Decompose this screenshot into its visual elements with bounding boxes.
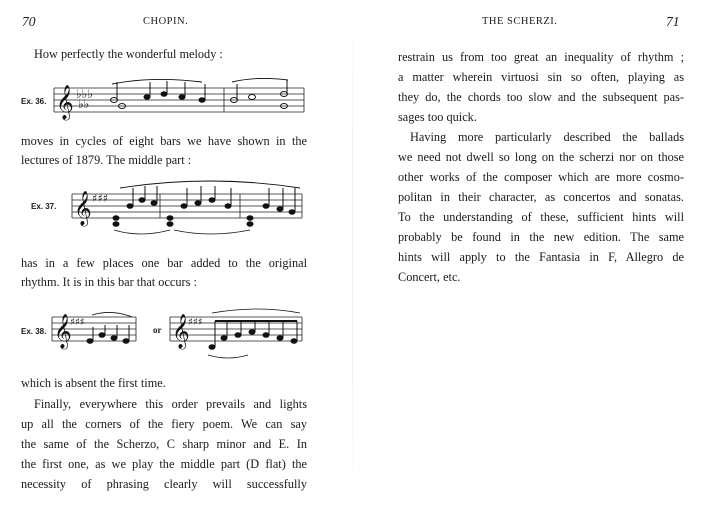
example-label: Ex. 36. [21,97,47,106]
svg-text:♯♯♯: ♯♯♯ [188,317,203,328]
page-number: 71 [666,14,680,29]
text-line: To the understanding of these, sufficient hints will [398,210,684,224]
page-gutter [352,0,353,512]
text-line: the first one, as we play the middle part (D flat) the [21,457,307,471]
right-page [390,0,690,512]
example-label: Ex. 37. [31,202,57,211]
text-line: moves in cycles of eight bars we have shown in the [21,134,307,148]
text-line: Concert, etc. [398,270,461,284]
example-label: Ex. 38. [21,327,47,336]
music-example-37 [70,180,308,242]
text-line: Having more particularly described the ballads [410,130,684,144]
text-line: rhythm. It is in this bar that occurs : [21,275,197,289]
svg-text:𝄞: 𝄞 [56,85,74,120]
music-example-36 [52,78,308,126]
svg-text:♯♯♯: ♯♯♯ [92,192,108,205]
svg-text:𝄞: 𝄞 [74,191,92,226]
text-line: probably be found in the new edition. The same [398,230,684,244]
page-number: 70 [22,14,36,29]
running-head: CHOPIN. [143,16,189,27]
text-line: a matter wherein virtuosi sin so often, playing as [398,70,684,84]
text-line: up all the corners of the fiery poem. We can say [21,417,307,431]
left-page [0,0,330,512]
text-line: the same of the Scherzo, C sharp minor and E. In [21,437,307,451]
text-line: hints will apply to the Fantasia in F, Allegro de [398,250,684,264]
text-line: Finally, everywhere this order prevails and lights [34,397,307,411]
text-line: they do, the chords too slow and the subsequent pas- [398,90,684,104]
running-head: THE SCHERZI. [482,16,558,27]
text-line: which is absent the first time. [21,376,166,390]
music-example-38a [50,307,140,357]
svg-text:♭♭♭: ♭♭♭ [76,87,93,101]
text-line: politan in their character, as concertos and sonatas. [398,190,684,204]
text-line: sages too quick. [398,110,477,124]
svg-text:♯♯♯: ♯♯♯ [70,317,85,328]
svg-text:♭♭: ♭♭ [78,97,90,111]
text-line: restrain us from too great an inequality of rhythm ; [398,50,684,64]
svg-text:𝄞: 𝄞 [54,314,72,349]
text-line: lectures of 1879. The middle part : [21,153,192,167]
or-label: or [153,325,162,335]
svg-text:𝄞: 𝄞 [172,314,190,349]
text-line: necessity of phrasing clearly will successfully [21,477,307,491]
text-line: we need not dwell so long on the scherzi nor on those [398,150,684,164]
text-line: How perfectly the wonderful melody : [34,47,223,61]
text-line: has in a few places one bar added to the original [21,256,307,270]
text-line: other works of the composer which are more cosmo- [398,170,684,184]
music-example-38b [168,307,308,363]
